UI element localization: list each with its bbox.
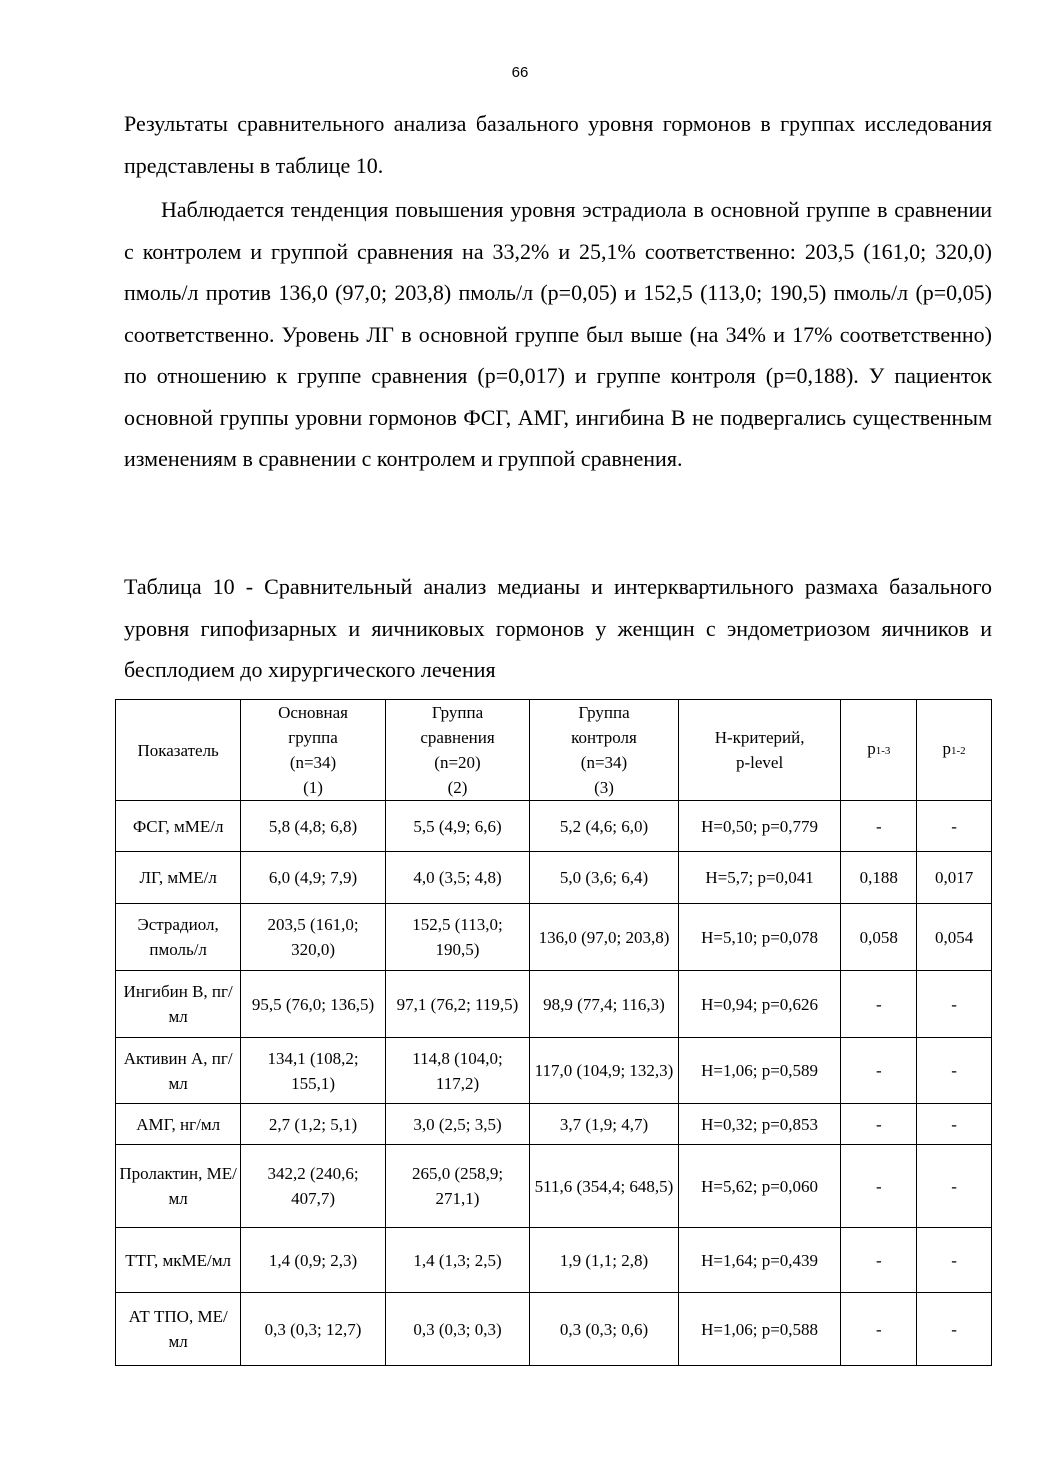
cell-p13: -	[841, 801, 917, 852]
cell-main: 95,5 (76,0; 136,5)	[241, 971, 385, 1038]
cell-p13: 0,058	[841, 904, 917, 971]
cell-indicator: ФСГ, мМЕ/л	[116, 801, 241, 852]
hormone-table	[115, 699, 992, 1366]
cell-control: 3,7 (1,9; 4,7)	[530, 1104, 679, 1145]
cell-control: 511,6 (354,4; 648,5)	[530, 1145, 679, 1228]
cell-indicator: Активин А, пг/мл	[116, 1038, 241, 1104]
table-row	[116, 1228, 992, 1293]
cell-p12: 0,054	[917, 904, 992, 971]
paragraph-results	[124, 189, 992, 480]
cell-p12: -	[917, 801, 992, 852]
table-row	[116, 1104, 992, 1145]
cell-p12: -	[917, 1038, 992, 1104]
cell-main: 5,8 (4,8; 6,8)	[241, 801, 385, 852]
header-h-criterion: H-критерий, p-level	[678, 700, 841, 801]
table-row	[116, 971, 992, 1038]
cell-p12: -	[917, 1145, 992, 1228]
cell-h: H=5,62; p=0,060	[678, 1145, 841, 1228]
cell-p12: -	[917, 1104, 992, 1145]
paragraph-text: Наблюдается тенденция повышения уровня эстрадиола в основной группе в сравнении с контролем и группой сравнения на 33,2% и 25,1% соответственно: 203,5 (161,0; 320,0) пмоль/л против 136,0 (97,0; 203,8) пмоль/л (р=0,05) и 152,5 (113,0; 190,5) пмоль/л (р=0,05) соответственно. Уровень ЛГ в основной группе был выше (на 34% и 17% соответственно) по отношению к группе сравнения (р=0,017) и группе контроля (р=0,188). У пациенток основной группы уровни гормонов ФСГ, АМГ, ингибина В не подвергались существенным изменениям в сравнении с контролем и группой сравнения.	[124, 197, 992, 471]
cell-p13: -	[841, 1104, 917, 1145]
cell-indicator: АТ ТПО, МЕ/мл	[116, 1293, 241, 1366]
cell-control: 0,3 (0,3; 0,6)	[530, 1293, 679, 1366]
cell-h: H=5,10; p=0,078	[678, 904, 841, 971]
cell-p13: 0,188	[841, 852, 917, 904]
cell-indicator: АМГ, нг/мл	[116, 1104, 241, 1145]
cell-p12: -	[917, 971, 992, 1038]
cell-p13: -	[841, 1038, 917, 1104]
cell-main: 1,4 (0,9; 2,3)	[241, 1228, 385, 1293]
cell-p13: -	[841, 971, 917, 1038]
cell-indicator: Ингибин В, пг/мл	[116, 971, 241, 1038]
cell-comparison: 1,4 (1,3; 2,5)	[385, 1228, 529, 1293]
cell-p12: -	[917, 1228, 992, 1293]
cell-p12: 0,017	[917, 852, 992, 904]
cell-indicator: ЛГ, мМЕ/л	[116, 852, 241, 904]
header-p13-base: р	[867, 739, 876, 758]
header-p12-base: р	[942, 739, 951, 758]
cell-h: H=0,94; p=0,626	[678, 971, 841, 1038]
header-comparison-group: Группа сравнения (n=20) (2)	[385, 700, 529, 801]
header-control-group: Группа контроля (n=34) (3)	[530, 700, 679, 801]
header-main-group: Основная группа (n=34) (1)	[241, 700, 385, 801]
cell-h: H=5,7; p=0,041	[678, 852, 841, 904]
cell-h: H=1,06; p=0,588	[678, 1293, 841, 1366]
cell-comparison: 265,0 (258,9; 271,1)	[385, 1145, 529, 1228]
cell-main: 2,7 (1,2; 5,1)	[241, 1104, 385, 1145]
cell-control: 5,2 (4,6; 6,0)	[530, 801, 679, 852]
header-p13-sub: 1-3	[875, 745, 891, 757]
cell-main: 0,3 (0,3; 12,7)	[241, 1293, 385, 1366]
cell-control: 98,9 (77,4; 116,3)	[530, 971, 679, 1038]
cell-h: H=1,06; p=0,589	[678, 1038, 841, 1104]
table-row	[116, 852, 992, 904]
table-row	[116, 1038, 992, 1104]
cell-control: 136,0 (97,0; 203,8)	[530, 904, 679, 971]
cell-p12: -	[917, 1293, 992, 1366]
cell-main: 203,5 (161,0; 320,0)	[241, 904, 385, 971]
cell-comparison: 0,3 (0,3; 0,3)	[385, 1293, 529, 1366]
cell-p13: -	[841, 1293, 917, 1366]
cell-control: 1,9 (1,1; 2,8)	[530, 1228, 679, 1293]
cell-comparison: 3,0 (2,5; 3,5)	[385, 1104, 529, 1145]
cell-control: 117,0 (104,9; 132,3)	[530, 1038, 679, 1104]
paragraph-intro	[124, 103, 992, 186]
cell-comparison: 152,5 (113,0; 190,5)	[385, 904, 529, 971]
header-indicator: Показатель	[116, 700, 241, 801]
cell-comparison: 114,8 (104,0; 117,2)	[385, 1038, 529, 1104]
table-row	[116, 904, 992, 971]
cell-main: 342,2 (240,6; 407,7)	[241, 1145, 385, 1228]
cell-h: H=1,64; p=0,439	[678, 1228, 841, 1293]
cell-comparison: 4,0 (3,5; 4,8)	[385, 852, 529, 904]
table-caption-text: Таблица 10 - Сравнительный анализ медианы и интерквартильного размаха базального уровня гипофизарных и яичниковых гормонов у женщин с эндометриозом яичников и бесплодием до хирургического лечения	[124, 574, 992, 682]
page-number: 66	[511, 64, 529, 81]
cell-p13: -	[841, 1145, 917, 1228]
header-p12	[917, 700, 992, 801]
table-row	[116, 801, 992, 852]
table-row	[116, 1293, 992, 1366]
cell-comparison: 97,1 (76,2; 119,5)	[385, 971, 529, 1038]
header-p12-sub: 1-2	[951, 745, 966, 757]
table-header-row	[116, 700, 992, 801]
cell-indicator: Пролактин, МЕ/мл	[116, 1145, 241, 1228]
cell-indicator: Эстрадиол, пмоль/л	[116, 904, 241, 971]
cell-h: H=0,32; p=0,853	[678, 1104, 841, 1145]
cell-comparison: 5,5 (4,9; 6,6)	[385, 801, 529, 852]
cell-control: 5,0 (3,6; 6,4)	[530, 852, 679, 904]
header-p13	[841, 700, 917, 801]
cell-h: H=0,50; p=0,779	[678, 801, 841, 852]
table-row	[116, 1145, 992, 1228]
cell-main: 134,1 (108,2; 155,1)	[241, 1038, 385, 1104]
cell-p13: -	[841, 1228, 917, 1293]
table-caption	[124, 566, 992, 691]
paragraph-text: Результаты сравнительного анализа базального уровня гормонов в группах исследования представлены в таблице 10.	[124, 111, 992, 178]
cell-indicator: ТТГ, мкМЕ/мл	[116, 1228, 241, 1293]
cell-main: 6,0 (4,9; 7,9)	[241, 852, 385, 904]
